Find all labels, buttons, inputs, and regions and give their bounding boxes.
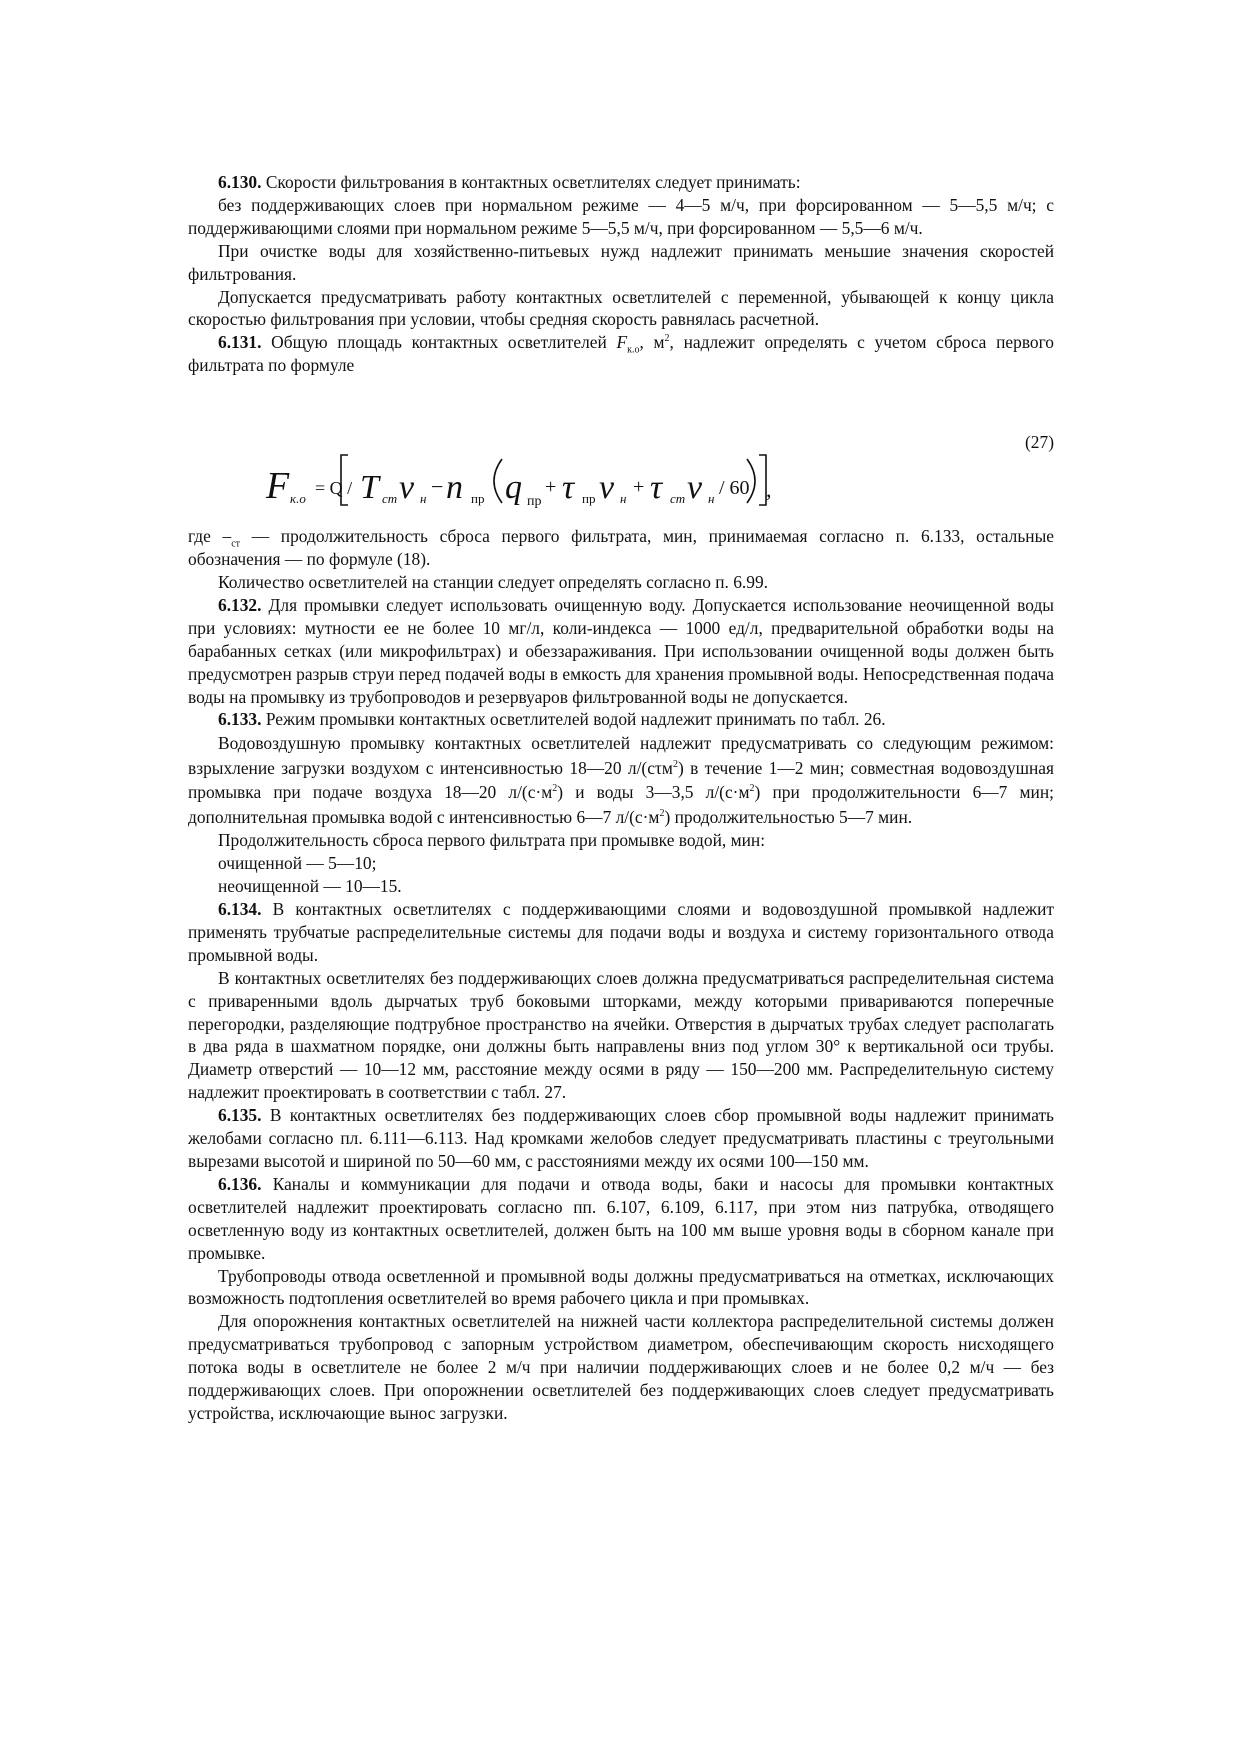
paragraph-6-130 [188, 171, 1054, 194]
formula-n-sub: пр [471, 491, 485, 507]
formula-F-sub: к.о [290, 491, 306, 507]
paragraph-6-130-rates: без поддерживающих слоев при нормальном режиме — 4—5 м/ч, при форсированном — 5—5,5 м/ч; с поддерживающими слоями при нормальном режиме 5—5,5 м/ч, при форсированном — 5,5—6 м/ч. [188, 194, 1054, 238]
paragraph-6-136-pipes: Трубопроводы отвода осветленной и промывной воды должны предусматриваться на отметках, исключающих возможность подтопления осветлителей во время рабочего цикла и при промывках. [188, 1265, 1054, 1309]
formula-T-sub: ст [382, 491, 398, 507]
paragraph-text: Скорости фильтрования в контактных осветлителях следует принимать: [261, 172, 801, 192]
paragraph-6-131: 6.131. Общую площадь контактных осветлителей $F_{к.о}$, $м^2$, надлежит определять с учетом сброса первого фильтрата по формуле [188, 332, 1054, 376]
formula-v3-sub: н [708, 491, 715, 507]
clause-number: 6.132. [218, 594, 262, 615]
formula-v2: v [599, 469, 615, 507]
paragraph-6-130-drinking: При очистке воды для хозяйственно-питьевых нужд надлежит принимать меньшие значения скоростей фильтрования. [188, 240, 1054, 284]
formula-v3: v [687, 469, 703, 507]
paragraph-6-136-drain: Для опорожнения контактных осветлителей на нижней части коллектора распределительной системы должен предусматриваться трубопровод с запорным устройством диаметром, обеспечивающим скорость нисходящего потока воды в осветлителе не более 2 м/ч при наличии поддерживающих слоев и не более 0,2 м/ч — без поддерживающих слоев. При опорожнении осветлителей без поддерживающих слоев следует предусматривать устройства, исключающие вынос загрузки. [188, 1311, 1054, 1423]
formula-tau1-sub: пр [582, 491, 596, 507]
formula-minus: − [431, 474, 444, 500]
formula-tau2: τ [650, 469, 663, 507]
clause-number: 6.134. [218, 899, 262, 920]
formula-v2-sub: н [620, 491, 627, 507]
left-paren [494, 459, 502, 503]
formula-plus2: + [633, 476, 645, 499]
formula-tau1: τ [562, 469, 575, 507]
formula-v1-sub: н [420, 491, 427, 507]
formula-comma: , [766, 477, 772, 503]
clause-number: 6.136. [218, 1173, 262, 1194]
paragraph-6-133-duration: Продолжительность сброса первого фильтрата при промывке водой, мин: [218, 830, 766, 851]
paragraph-6-133-clean: очищенной — 5—10; [218, 853, 377, 874]
formula-n: n [446, 469, 463, 507]
paragraph-6-133-raw: неочищенной — 10—15. [218, 876, 402, 897]
paragraph-6-131-count: Количество осветлителей на станции следует определять согласно п. 6.99. [218, 571, 769, 592]
formula-eq-q: = Q / [315, 478, 353, 499]
formula-graphic [188, 377, 1054, 525]
paragraph-6-136: 6.136. Каналы и коммуникации для подачи и отвода воды, баки и насосы для промывки контактных осветлителей надлежит проектировать согласно пп. 6.107, 6.109, 6.117, при этом низ патрубка, отводящего осветленную воду из контактных осветлителей, должен быть на 100 мм выше уровня воды в сборном канале при промывке. [188, 1173, 1054, 1263]
formula-div60: / 60 [719, 477, 750, 500]
formula-v1: v [399, 469, 415, 507]
formula-27 [188, 377, 1054, 525]
formula-plus1: + [545, 476, 557, 499]
paragraph-6-134: 6.134. В контактных осветлителях с поддерживающими слоями и водовоздушной промывкой надлежит применять трубчатые распределительные системы для подачи воды и воздуха и систему горизонтального отвода промывной воды. [188, 899, 1054, 965]
clause-number: 6.133. [218, 709, 262, 730]
formula-F: F [266, 465, 290, 508]
formula-tau2-sub: ст [670, 491, 686, 507]
paragraph-6-133: 6.133. Режим промывки контактных осветлителей водой надлежит принимать по табл. 26. [218, 709, 886, 730]
right-square-bracket [759, 455, 766, 505]
symbol-tau: – [222, 526, 232, 547]
document-page [188, 171, 1054, 1425]
paragraph-6-130-variable: Допускается предусматривать работу контактных осветлителей с переменной, убывающей к концу цикла скоростью фильтрования при условии, чтобы средняя скорость равнялась расчетной. [188, 286, 1054, 330]
formula-q-sub: пр [527, 494, 542, 510]
paragraph-6-135: 6.135. В контактных осветлителях без поддерживающих слоев сбор промывной воды надлежит принимать желобами согласно пл. 6.111—6.113. Над кромками желобов следует предусматривать пластины с треугольными вырезами высотой и шириной по 50—60 мм, с расстояниями между их осями 100—150 мм. [188, 1105, 1054, 1171]
symbol-f: F [616, 332, 628, 353]
formula-q: q [505, 469, 522, 507]
paragraph-where: где $-_{ст}$ — продолжительность сброса первого фильтрата, мин, принимаемая согласно п. 6.133, остальные обозначения — по формуле (18). [188, 526, 1054, 570]
equation-number: (27) [1025, 432, 1054, 453]
paragraph-6-132: 6.132. Для промывки следует использовать очищенную воду. Допускается использование неочищенной воды при условиях: мутности ее не более 10 мг/л, коли-индекса — 1000 ед/л, предварительной обработки воды на барабанных сетках (или микрофильтрах) и обеззараживания. При использовании очищенной воды должен быть предусмотрен разрыв струи перед подачей воды в емкость для хранения промывной воды. Непосредственная подача воды на промывку из трубопроводов и резервуаров фильтрованной воды не допускается. [188, 594, 1054, 707]
formula-T: T [360, 469, 379, 507]
paragraph-6-134-distribution: В контактных осветлителях без поддерживающих слоев должна предусматриваться распределительная система с приваренными вдоль дырчатых труб боковыми шторками, между которыми привариваются поперечные перегородки, разделяющие подтрубное пространство на ячейки. Отверстия в дырчатых трубах следует располагать в два ряда в шахматном порядке, они должны быть направлены вниз под углом 30° к вертикальной оси трубы. Диаметр отверстий — 10—12 мм, расстояние между осями в ряду — 150—200 мм. Распределительную систему надлежит проектировать в соответствии с табл. 27. [188, 967, 1054, 1103]
paragraph-6-133-air-water: Водовоздушную промывку контактных осветлителей надлежит предусматривать со следующим режимом: взрыхление загрузки воздухом с интенсивностью 18—20 л/(сτм$^2$) в течение 1—2 мин; совместная водовоздушная промывка при подаче воздуха 18—20 $л/(с\cdot м^2)$ и воды 3—3,5 $л/(с\cdot м^2)$ при продолжительности 6—7 мин; дополнительная промывка водой с интенсивностью 6—7 $л/(с\cdot м^2)$ продолжительностью 5—7 мин. [188, 733, 1055, 827]
clause-number: 6.130. [218, 172, 262, 192]
clause-number: 6.135. [218, 1105, 262, 1126]
clause-number: 6.131. [218, 332, 262, 353]
